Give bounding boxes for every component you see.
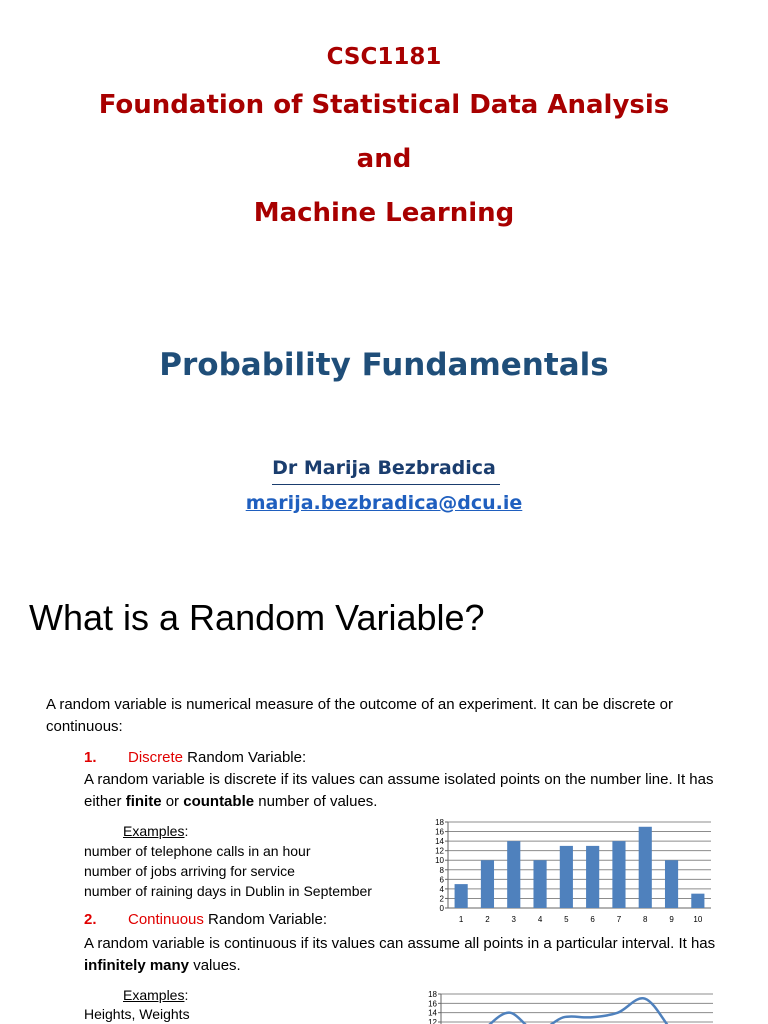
definition-text: A random variable is discrete if its values can assume isolated points on the number line. It has either	[84, 771, 714, 810]
example-item: Heights, Weights	[84, 1006, 190, 1022]
definition-text: or	[161, 793, 184, 810]
item-number: 1.	[84, 749, 97, 766]
y-tick-label: 12	[435, 846, 444, 856]
bar	[665, 860, 678, 908]
item-heading-rest: Random Variable:	[183, 749, 307, 766]
y-tick-label: 0	[439, 904, 444, 913]
definition-text: A random variable is continuous if its values can assume all points in a particular interval. It has	[84, 935, 716, 952]
y-tick-label: 18	[435, 818, 444, 827]
example-item: number of jobs arriving for service	[84, 863, 295, 879]
example-item: number of raining days in Dublin in September	[84, 883, 372, 899]
definition-text: values.	[189, 957, 241, 974]
y-tick-label: 12	[428, 1018, 437, 1024]
series-line	[455, 998, 700, 1024]
discrete-bar-chart	[415, 815, 720, 925]
author-underline	[272, 484, 500, 485]
bar	[612, 841, 625, 908]
item-heading-rest: Random Variable:	[203, 911, 328, 928]
x-tick-label: 7	[616, 915, 622, 924]
y-tick-label: 8	[439, 865, 444, 875]
course-code: CSC1181	[326, 44, 442, 70]
x-tick-label: 3	[511, 915, 516, 924]
continuous-examples-list	[84, 1004, 190, 1024]
examples-colon: :	[184, 987, 189, 1003]
examples-colon: :	[184, 823, 189, 839]
discrete-examples-list	[84, 841, 372, 901]
intro-paragraph: A random variable is numerical measure of the outcome of an experiment. It can be discrete or continuous:	[46, 696, 673, 735]
y-tick-label: 14	[428, 1008, 437, 1018]
bar	[639, 827, 652, 908]
definition-bold-term: infinitely many	[84, 957, 190, 974]
y-tick-label: 6	[439, 875, 444, 885]
y-tick-label: 10	[435, 856, 444, 866]
item-keyword: Continuous	[128, 911, 204, 928]
x-tick-label: 5	[564, 915, 569, 924]
y-tick-label: 16	[428, 999, 437, 1009]
bar	[533, 860, 546, 908]
item-number: 2.	[84, 911, 97, 928]
definition-bold-term: finite	[125, 793, 162, 810]
author-name: Dr Marija Bezbradica	[272, 457, 496, 479]
discrete-definition	[84, 769, 724, 813]
bar	[691, 894, 704, 908]
course-title-line-2: and	[356, 144, 412, 174]
y-tick-label: 4	[439, 884, 444, 894]
bar	[507, 841, 520, 908]
author-email-link[interactable]: marija.bezbradica@dcu.ie	[245, 492, 523, 514]
y-tick-label: 2	[439, 894, 444, 904]
item-keyword: Discrete	[128, 749, 184, 766]
x-tick-label: 10	[693, 915, 703, 924]
example-item: number of telephone calls in an hour	[84, 843, 311, 859]
course-title-line-1: Foundation of Statistical Data Analysis	[98, 90, 670, 120]
bar	[481, 860, 494, 908]
y-tick-label: 14	[435, 837, 444, 847]
continuous-line-chart	[415, 985, 720, 1024]
course-title-line-3: Machine Learning	[253, 198, 515, 228]
x-tick-label: 6	[590, 915, 595, 924]
x-tick-label: 1	[458, 915, 464, 924]
discrete-examples-label	[123, 821, 188, 841]
continuous-definition	[84, 933, 724, 977]
bar	[455, 884, 468, 908]
x-tick-label: 2	[485, 915, 490, 924]
discrete-heading	[84, 747, 306, 769]
y-tick-label: 18	[428, 990, 437, 999]
bar	[586, 846, 599, 908]
x-tick-label: 9	[669, 915, 674, 924]
y-tick-label: 16	[435, 827, 444, 837]
x-tick-label: 4	[537, 915, 543, 924]
definition-text: number of values.	[254, 793, 378, 810]
slide-heading: What is a Random Variable?	[29, 597, 485, 638]
examples-label: Examples	[123, 823, 185, 839]
continuous-examples-label	[123, 985, 188, 1005]
x-tick-label: 8	[643, 915, 648, 924]
continuous-heading	[84, 909, 327, 931]
definition-bold-term: countable	[183, 793, 255, 810]
lecture-title: Probability Fundamentals	[159, 347, 609, 383]
bar	[560, 846, 573, 908]
examples-label: Examples	[123, 987, 185, 1003]
